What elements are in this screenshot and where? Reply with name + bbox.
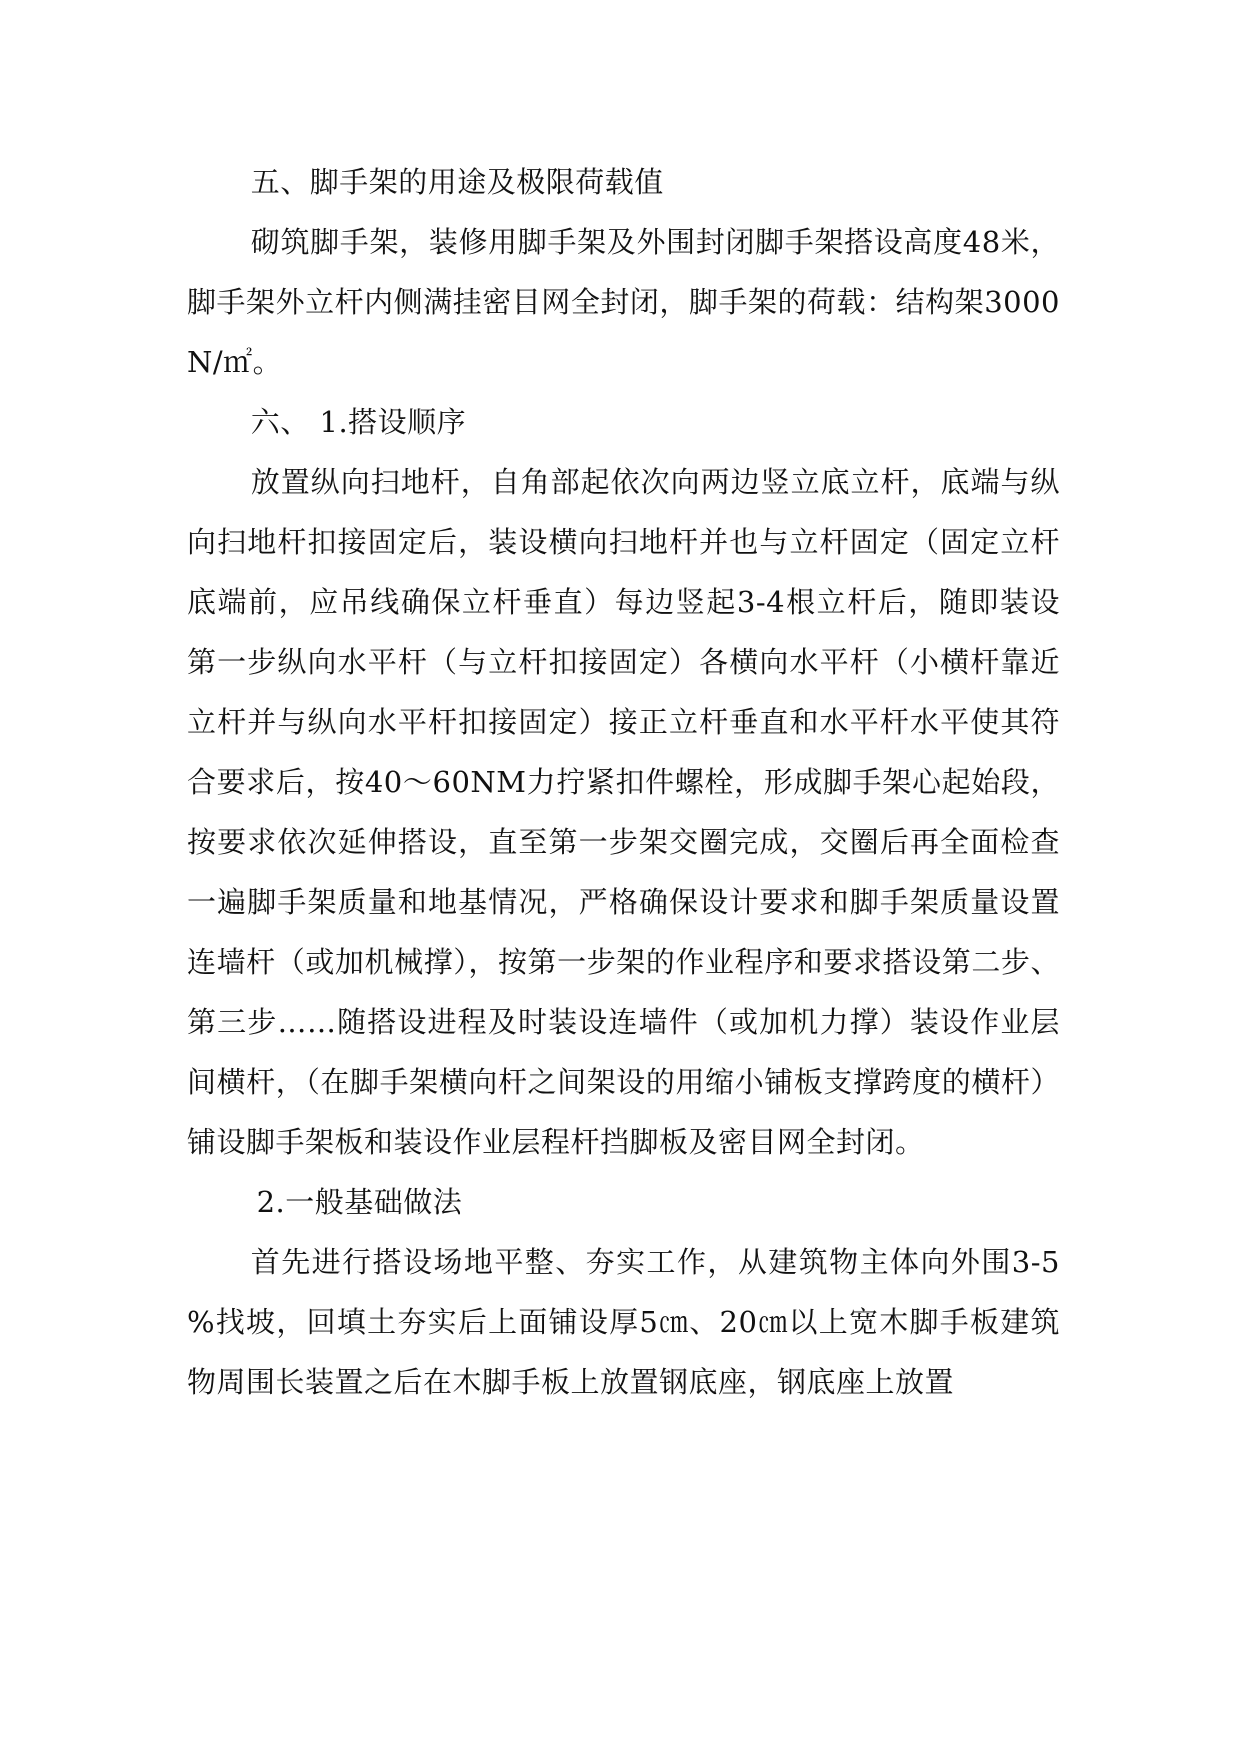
section-heading-6: 六、 1.搭设顺序 [250,405,467,439]
section-6-paragraph: 放置纵向扫地杆，自角部起依次向两边竖立底立杆，底端与纵向扫地杆扣接固定后，装设横向扫地杆并也与立杆固定（固定立杆底端前，应吊线确保立杆垂直）每边竖起3-4根立杆后，随即装设第一步纵向水平杆（与立杆扣接固定）各横向水平杆（小横杆靠近立杆并与纵向水平杆扣接固定）接正立杆垂直和水平杆水平使其符合要求后，按40～60NM力拧紧扣件螺栓，形成脚手架心起始段，按要求依次延伸搭设，直至第一步架交圈完成，交圈后再全面检查一遍脚手架质量和地基情况，严格确保设计要求和脚手架质量设置连墙杆（或加机械撑），按第一步架的作业程序和要求搭设第二步、第三步……随搭设进程及时装设连墙件（或加机力撑）装设作业层间横杆，（在脚手架横向杆之间架设的用缩小铺板支撑跨度的横杆）铺设脚手架板和装设作业层程杆挡脚板及密目网全封闭。 [187,465,1060,1159]
section-heading-5: 五、脚手架的用途及极限荷载值 [250,165,664,199]
foundation-paragraph: 首先进行搭设场地平整、夯实工作，从建筑物主体向外围3-5%找坡，回填土夯实后上面铺设厚5㎝、20㎝以上宽木脚手板建筑物周围长装置之后在木脚手板上放置钢底座，钢底座上放置 [187,1245,1060,1399]
section-5-paragraph: 砌筑脚手架，装修用脚手架及外围封闭脚手架搭设高度48米，脚手架外立杆内侧满挂密目网全封闭，脚手架的荷载：结构架3000N/㎡。 [187,225,1060,379]
document-body [187,152,1060,1412]
subsection-heading-foundation: 2.一般基础做法 [256,1185,463,1219]
